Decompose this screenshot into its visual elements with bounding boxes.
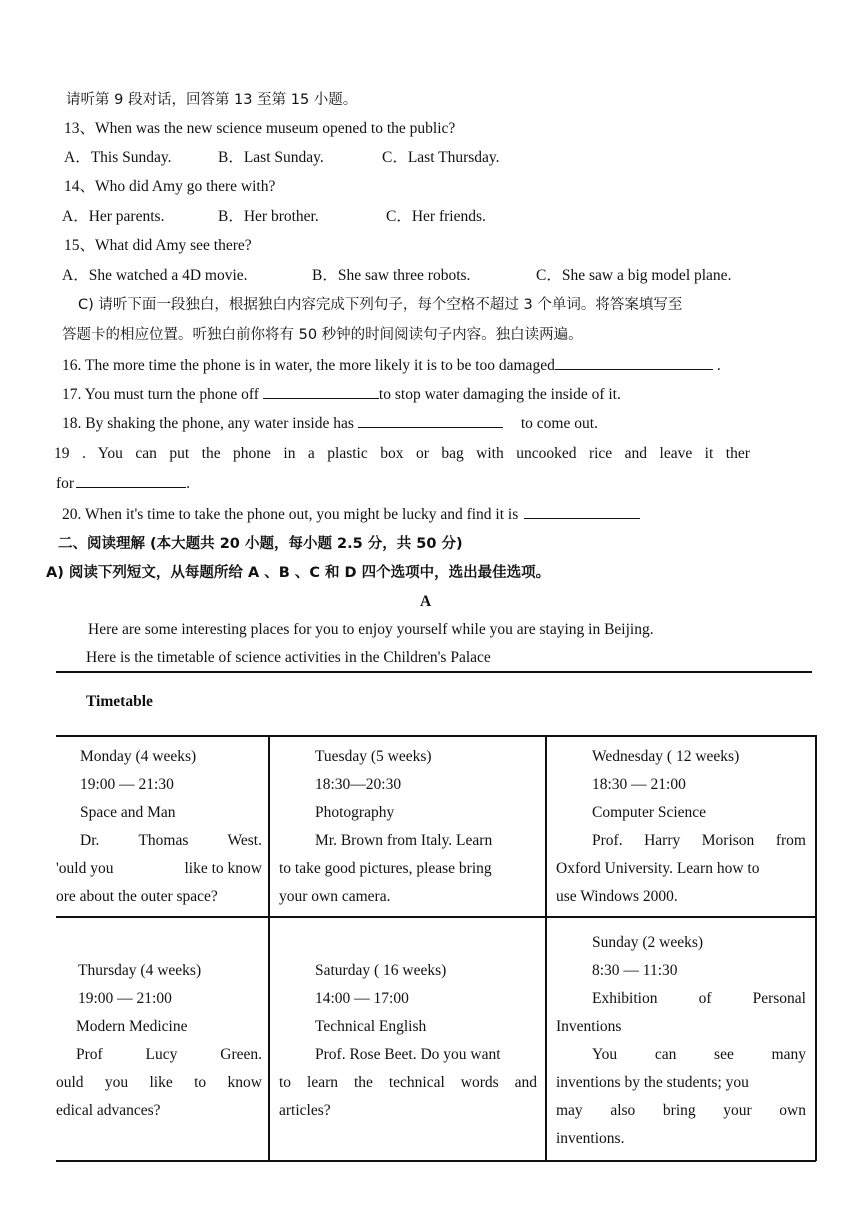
monday-subject: Space and Man [80, 804, 176, 821]
word: You [592, 1046, 618, 1063]
sentence-16-end: . [716, 357, 721, 374]
word: Prof [76, 1046, 103, 1063]
thursday-desc-3: edical advances? [56, 1102, 161, 1119]
word: see [714, 1046, 734, 1063]
word: West. [227, 832, 262, 849]
q14-option-b: B．Her brother. [218, 208, 319, 225]
cell-sunday [556, 929, 806, 1153]
sunday-subject-2: Inventions [556, 1018, 622, 1035]
saturday-subject: Technical English [315, 1018, 427, 1035]
word: also [610, 1102, 636, 1119]
monday-desc-3: ore about the outer space? [56, 888, 218, 905]
divider-line [56, 671, 812, 673]
word: Morison [701, 832, 755, 849]
wednesday-desc-1 [556, 827, 806, 855]
sentence-18 [62, 413, 598, 434]
sentence-20 [62, 504, 640, 525]
sentence-16-text: 16. The more time the phone is in water, the more likely it is to be too damaged [62, 357, 555, 374]
passage-intro-2: Here is the timetable of science activities in the Children's Palace [86, 649, 491, 666]
q13-option-a: A．This Sunday. [64, 149, 172, 166]
word: learn [307, 1074, 338, 1091]
passage-letter: A [420, 593, 432, 610]
sunday-time: 8:30 — 11:30 [592, 962, 678, 979]
thursday-day: Thursday (4 weeks) [78, 962, 202, 979]
word: from [775, 832, 806, 849]
monday-desc-1 [56, 827, 262, 855]
blank-20[interactable] [524, 504, 640, 519]
word: to [279, 1074, 292, 1091]
grid-top-border [56, 735, 816, 737]
wednesday-day: Wednesday ( 12 weeks) [592, 748, 740, 765]
saturday-desc-1: Prof. Rose Beet. Do you want [315, 1046, 501, 1063]
saturday-desc-2 [279, 1069, 537, 1097]
thursday-subject: Modern Medicine [76, 1018, 188, 1035]
word: you [104, 1074, 129, 1091]
reading-instruction: A) 阅读下列短文，从每题所给 A 、B 、C 和 D 四个选项中，选出最佳选项。 [46, 565, 551, 581]
blank-16[interactable] [555, 355, 713, 370]
tuesday-day: Tuesday (5 weeks) [315, 748, 432, 765]
word: to [194, 1074, 207, 1091]
question-15: 15、What did Amy see there? [64, 237, 252, 254]
sunday-desc-1 [556, 1041, 806, 1069]
cell-tuesday [279, 743, 537, 911]
word: Prof. [592, 832, 623, 849]
sunday-subject-1 [556, 985, 806, 1013]
word: technical [388, 1074, 445, 1091]
wednesday-desc-3: use Windows 2000. [556, 888, 678, 905]
word: may [556, 1102, 583, 1119]
blank-17[interactable] [263, 384, 379, 399]
question-14: 14、Who did Amy go there with? [64, 178, 276, 195]
monday-desc-2 [56, 855, 262, 883]
sunday-day: Sunday (2 weeks) [592, 934, 704, 951]
word: own [779, 1102, 806, 1119]
blank-18[interactable] [358, 413, 503, 428]
thursday-desc-2 [56, 1069, 262, 1097]
grid-bottom-border [56, 1160, 816, 1162]
q15-option-c: C．She saw a big model plane. [536, 267, 732, 284]
word: like [149, 1074, 173, 1091]
q14-option-c: C．Her friends. [386, 208, 486, 225]
word: many [771, 1046, 806, 1063]
q13-option-c: C．Last Thursday. [382, 149, 500, 166]
sentence-19-text-b: for [56, 475, 75, 492]
part-c-instruction-2: 答题卡的相应位置。听独白前你将有 50 秒钟的时间阅读句子内容。独白读两遍。 [62, 327, 583, 343]
saturday-desc-3: articles? [279, 1102, 331, 1119]
word: bring [662, 1102, 696, 1119]
sentence-17-text-a: 17. You must turn the phone off [62, 386, 259, 403]
grid-middle-border [56, 916, 816, 918]
wednesday-desc-2: Oxford University. Learn how to [556, 860, 760, 877]
word: Lucy [145, 1046, 178, 1063]
word: like to know [184, 860, 262, 877]
monday-day: Monday (4 weeks) [80, 748, 197, 765]
wednesday-time: 18:30 — 21:00 [592, 776, 686, 793]
wednesday-subject: Computer Science [592, 804, 707, 821]
word: words [460, 1074, 499, 1091]
sentence-20-text: 20. When it's time to take the phone out, you might be lucky and find it is [62, 506, 519, 523]
word: Harry [644, 832, 681, 849]
tuesday-time: 18:30—20:30 [315, 776, 402, 793]
word: Thomas [138, 832, 189, 849]
reading-section-title: 二、阅读理解 (本大题共 20 小题，每小题 2.5 分，共 50 分) [58, 536, 463, 552]
word: know [227, 1074, 262, 1091]
word: of [698, 990, 712, 1007]
thursday-time: 19:00 — 21:00 [78, 990, 172, 1007]
word: 'ould you [56, 860, 114, 877]
cell-monday [56, 743, 262, 911]
tuesday-desc-2: to take good pictures, please bring [279, 860, 492, 877]
word: the [353, 1074, 373, 1091]
grid-col-divider-1 [268, 735, 270, 1161]
cell-thursday [56, 957, 262, 1125]
sentence-18-text-a: 18. By shaking the phone, any water inside has [62, 415, 354, 432]
listening-intro: 请听第 9 段对话，回答第 13 至第 15 小题。 [66, 92, 358, 108]
sentence-19-line-2 [56, 473, 190, 494]
thursday-desc-1 [56, 1041, 262, 1069]
sunday-desc-2: inventions by the students; you [556, 1074, 749, 1091]
tuesday-desc-1: Mr. Brown from Italy. Learn [315, 832, 493, 849]
grid-right-border [815, 735, 817, 1161]
word: Green. [220, 1046, 262, 1063]
word: Personal [752, 990, 806, 1007]
word: your [723, 1102, 752, 1119]
grid-col-divider-2 [545, 735, 547, 1161]
word: Exhibition [592, 990, 658, 1007]
tuesday-desc-3: your own camera. [279, 888, 391, 905]
saturday-time: 14:00 — 17:00 [315, 990, 409, 1007]
sunday-desc-4: inventions. [556, 1130, 625, 1147]
sentence-17 [62, 384, 621, 405]
passage-intro-1: Here are some interesting places for you to enjoy yourself while you are staying in Beijing. [88, 621, 654, 638]
blank-19[interactable] [76, 473, 186, 488]
word: Dr. [80, 832, 100, 849]
monday-time: 19:00 — 21:30 [80, 776, 174, 793]
sentence-16 [62, 355, 721, 376]
q14-option-a: A．Her parents. [62, 208, 165, 225]
sentence-19-line-1: 19 . You can put the phone in a plastic box or bag with uncooked rice and leave it ther [54, 445, 750, 462]
cell-saturday [279, 957, 537, 1125]
question-13: 13、When was the new science museum opened to the public? [64, 120, 456, 137]
sentence-17-text-b: to stop water damaging the inside of it. [378, 386, 621, 403]
q15-option-b: B．She saw three robots. [312, 267, 471, 284]
word: can [654, 1046, 677, 1063]
part-c-instruction-1: C) 请听下面一段独白，根据独白内容完成下列句子，每个空格不超过 3 个单词。将答案填写至 [78, 297, 683, 313]
word: ould [56, 1074, 84, 1091]
word: and [514, 1074, 537, 1091]
sentence-18-text-b: to come out. [520, 415, 598, 432]
q13-option-b: B．Last Sunday. [218, 149, 324, 166]
q15-option-a: A．She watched a 4D movie. [62, 267, 248, 284]
sunday-desc-3 [556, 1097, 806, 1125]
timetable-title: Timetable [86, 693, 153, 710]
saturday-day: Saturday ( 16 weeks) [315, 962, 447, 979]
sentence-19-end: . [186, 475, 190, 492]
tuesday-subject: Photography [315, 804, 395, 821]
cell-wednesday [556, 743, 806, 911]
